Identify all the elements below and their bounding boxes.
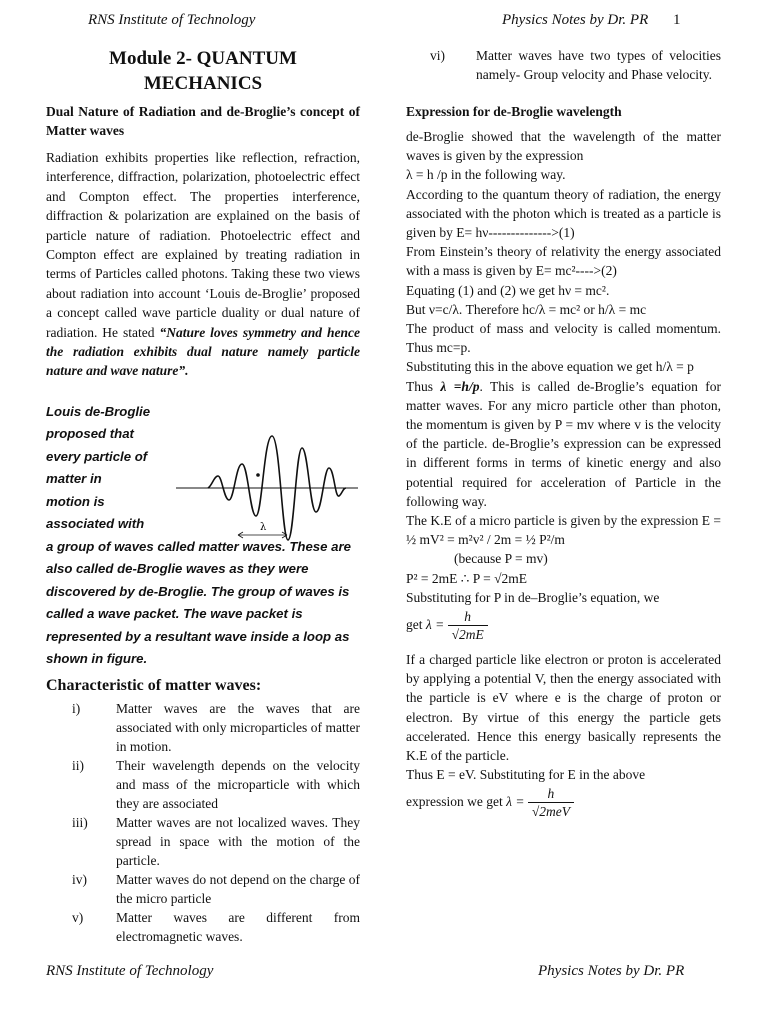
para: P² = 2mE ∴ P = √2mE — [406, 570, 528, 586]
item-number: i) — [72, 700, 81, 716]
debroglie-line: proposed that — [46, 426, 134, 442]
wave-packet-figure — [172, 428, 362, 546]
fraction — [448, 608, 488, 644]
fraction-denominator: √2meV — [531, 803, 570, 819]
item-number: vi) — [430, 48, 445, 63]
header-left: RNS Institute of Technology — [88, 12, 256, 28]
right-column — [406, 44, 721, 821]
characteristics-heading: Characteristic of matter waves: — [46, 676, 262, 694]
intro-quote: “Nature loves symmetry and hence the radiation exhibits dual nature namely particle nature and wave nature”. — [46, 324, 360, 379]
debroglie-equation: λ =h/p — [440, 378, 480, 394]
fraction-numerator: h — [448, 608, 488, 626]
para: (because P = mv) — [454, 551, 548, 567]
item-number: v) — [72, 909, 84, 925]
text-run: Thus — [406, 378, 441, 394]
item-text: Matter waves are the waves that are associated with only microparticles of matter in motion. — [116, 700, 360, 754]
debroglie-line: associated with — [46, 516, 145, 532]
para: Equating (1) and (2) we get hν = mc². — [406, 282, 610, 298]
debroglie-line: every particle of — [46, 448, 148, 464]
equation-line — [406, 608, 721, 644]
para: Thus E = eV. Substituting for E in the above — [406, 767, 646, 783]
para: The product of mass and velocity is called momentum. Thus mc=p. — [406, 321, 721, 356]
characteristics-list — [46, 699, 360, 946]
para: But ν=c/λ. Therefore hc/λ = mc² or h/λ = mc — [406, 301, 647, 317]
item-text: Matter waves have two types of velocities namely- Group velocity and Phase velocity. — [476, 48, 721, 82]
list-item — [46, 699, 360, 756]
list-item — [406, 46, 721, 84]
para: Substituting for P in de–Broglie’s equation, we — [406, 589, 660, 605]
eq-lhs: λ = — [506, 793, 525, 809]
derivation-body — [406, 127, 721, 821]
list-item — [46, 813, 360, 870]
page-number: 1 — [673, 12, 681, 28]
text-run: get — [406, 617, 423, 633]
item-text: Matter waves are different from electromagnetic waves. — [116, 909, 360, 944]
footer-left: RNS Institute of Technology — [46, 963, 214, 979]
eq-lhs: λ = — [425, 617, 445, 633]
text-run: . This is called de-Broglie’s equation for matter waves. For any micro particle other than photon, the momentum is given by P = mv where v is the velocity of the particle. de-Broglie’s expression can be expressed in different forms in terms of kinetic energy and also potential required for acceleration of Particle in the following way. — [406, 378, 722, 509]
para: According to the quantum theory of radiation, the energy associated with the photon which is treated as a particle is given by E= hν-------------->(1) — [406, 186, 721, 241]
item-number: iii) — [72, 814, 88, 830]
section-subhead: Dual Nature of Radiation and de-Broglie’s concept of Matter waves — [46, 104, 360, 138]
item-number: iv) — [72, 871, 87, 887]
list-item — [46, 870, 360, 908]
derivation-heading: Expression for de-Broglie wavelength — [406, 104, 622, 119]
debroglie-rest: a group of waves called matter waves. These are also called de-Broglie waves as they were discovered by de-Broglie. The group of waves is called a wave packet. The wave packet is represented by a resultant wave inside a loop as shown in figure. — [46, 538, 351, 667]
para: Substituting this in the above equation we get h/λ = p — [406, 359, 694, 375]
item-text: Their wavelength depends on the velocity and mass of the microparticle with which they are associated — [116, 757, 360, 811]
characteristics-list-cont — [406, 46, 721, 84]
equation-line — [406, 785, 721, 821]
footer-right: Physics Notes by Dr. PR — [538, 963, 685, 979]
header-right: Physics Notes by Dr. PR — [502, 12, 649, 28]
list-item — [46, 756, 360, 813]
module-title: Module 2- QUANTUM MECHANICS — [109, 48, 297, 94]
intro-paragraph — [46, 148, 360, 381]
debroglie-line: motion is — [46, 493, 105, 509]
particle-dot — [256, 473, 260, 477]
fraction-numerator: h — [528, 785, 574, 803]
para — [406, 377, 721, 511]
list-item — [46, 908, 360, 946]
debroglie-line: Louis de-Broglie — [46, 403, 151, 419]
para: The K.E of a micro particle is given by the expression E = ½ mV² = m²v² / 2m = ½ P²/m — [406, 513, 721, 548]
intro-text: Radiation exhibits properties like reflection, refraction, interference, diffraction, polarization, photoelectric effect and Compton effect. The properties interference, diffraction & polarization are explained on the basis of particle nature of radiation. Photoelectric effect and Compton effect are explained by treating radiation in terms of Particles called photons. Taking these two views about radiation into account ‘Louis de-Broglie’ proposed a concept called wave particle duality or dual nature of radiation. He stated — [46, 150, 360, 340]
para: de-Broglie showed that the wavelength of the matter waves is given by the expression — [406, 129, 721, 164]
item-text: Matter waves do not depend on the charge of the micro particle — [116, 871, 360, 906]
item-text: Matter waves are not localized waves. They spread in space with the motion of the particle. — [116, 814, 360, 868]
fraction-denominator: √2mE — [451, 627, 484, 643]
item-number: ii) — [72, 757, 84, 773]
para: λ = h /p in the following way. — [406, 167, 566, 183]
text-run: expression we get — [406, 793, 503, 809]
fraction — [528, 785, 574, 821]
debroglie-line: matter in — [46, 471, 102, 487]
lambda-label: λ — [260, 522, 267, 533]
wave-packet-svg — [172, 428, 362, 546]
para: From Einstein’s theory of relativity the energy associated with a mass is given by E= mc²---->(2) — [406, 244, 721, 279]
para: If a charged particle like electron or proton is accelerated by applying a potential V, then the energy associated with the particle is eV where e is the charge of proton or electron. By virtue of this energy the particle gets accelerated. Hence this energy basically represents the K.E of the particle. — [406, 652, 721, 764]
